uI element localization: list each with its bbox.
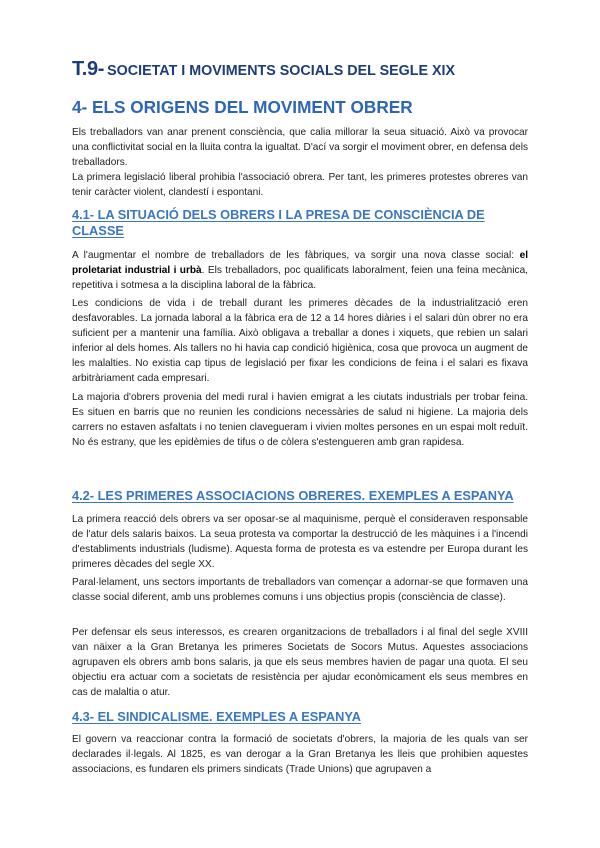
section-4-2-paragraph-1: La primera reacció dels obrers va ser oposar-se al maquinisme, perquè el consideraven responsable de l'atur dels salaris baixos. La seua protesta va comportar la destrucció de les màquines i a l'incendi d'establiments industrials (ludisme). Aquesta forma de protesta es va estendre per Europa durant les primeres dècades del segle XX. [72,514,528,571]
section-4-1-heading: 4.1- LA SITUACIÓ DELS OBRERS I LA PRESA DE CONSCIÈNCIA DE CLASSE [72,207,485,238]
text-span: A l'augmentar el nombre de treballadors de les fàbriques, va sorgir una nova classe social: [72,250,520,261]
section-4-1-paragraph-3: La majoria d'obrers provenia del medi rural i havien emigrat a les ciutats industrials per trobar feina. Es situen en barris que no reunien les condicions necessàries de salud ni higiene. La majoria dels carrers no estaven asfaltats i no tenien clavegueram i vivien moltes persones en un espai molt reduït. No és estrany, que les epidèmies de tifus o de còlera s'estengueren amb gran rapidesa. [72,392,528,449]
section-4-1-paragraph-2: Les condicions de vida i de treball durant les primeres dècades de la industrialització eren desfavorables. La jornada laboral a la fàbrica era de 12 a 14 hores diàries i el salari dùn obrer no era suficient per a mantenir una família. Això obligava a treballar a dones i xiquets, que rebien un salari inferior al dels homes. Als tallers no hi havia cap condició higiènica, cosa que provoca un augment de les malalties. No existia cap tipus de legislació per fixar les condicions de feina i el salari es fixava arbitràriament cada empresari. [72,298,528,385]
section-4-2-paragraph-2: Paral·lelament, uns sectors importants de treballadors van començar a adornar-se que formaven una classe social diferent, amb uns problemes comuns i uns objectius propis (consciència de classe). [72,577,528,604]
text-span: . Els treballadors, poc qualificats laboralment, feien una feina mecànica, repetitiva i sotmesa a la disciplina laboral de la fàbrica. [72,265,528,292]
section-4-heading: 4- ELS ORIGENS DEL MOVIMENT OBRER [72,97,413,117]
section-4-3-paragraph-1: El govern va reaccionar contra la formació de societats d'obrers, la majoria de les quals van ser declarades il·legals. Al 1825, es van derogar a la Gran Bretanya les lleis que prohibien aquestes associacions, es fundaren els primers sindicats (Trade Unions) que agrupaven a [72,734,528,776]
section-4-2-heading: 4.2- LES PRIMERES ASSOCIACIONS OBRERES. EXEMPLES A ESPANYA [72,488,514,503]
section-4-paragraph-2: La primera legislació liberal prohibia l'associació obrera. Per tant, les primeres protestes obreres van tenir caràcter violent, clandestí i espontani. [72,172,528,199]
document-title [72,58,542,81]
section-4-1-paragraph-1 [72,248,528,293]
bold-term: el proletariat industrial i urbà [72,250,528,277]
section-4-paragraph-1: Els treballadors van anar prenent consciència, que calia millorar la seua situació. Això va provocar una conflictivitat social en la lluita contra la igualtat. D'ací va sorgir el moviment obrer, en defensa dels treballadors. [72,127,528,169]
unit-title: SOCIETAT I MOVIMENTS SOCIALS DEL SEGLE XIX [107,63,456,79]
unit-number: T.9- [72,58,105,80]
section-4-2-paragraph-3: Per defensar els seus interessos, es crearen organitzacions de treballadors i al final del segle XVIII van näixer a la Gran Bretanya les primeres Societats de Socors Mutus. Aquestes associacions agrupaven els obrers amb bons salaris, ja que els seus membres havien de pagar una quota. El seu objectiu era actuar com a societats de resistència per ajudar econòmicament els seus membres en cas de malaltia o atur. [72,627,528,699]
section-4-3-heading: 4.3- EL SINDICALISME. EXEMPLES A ESPANYA [72,709,361,724]
